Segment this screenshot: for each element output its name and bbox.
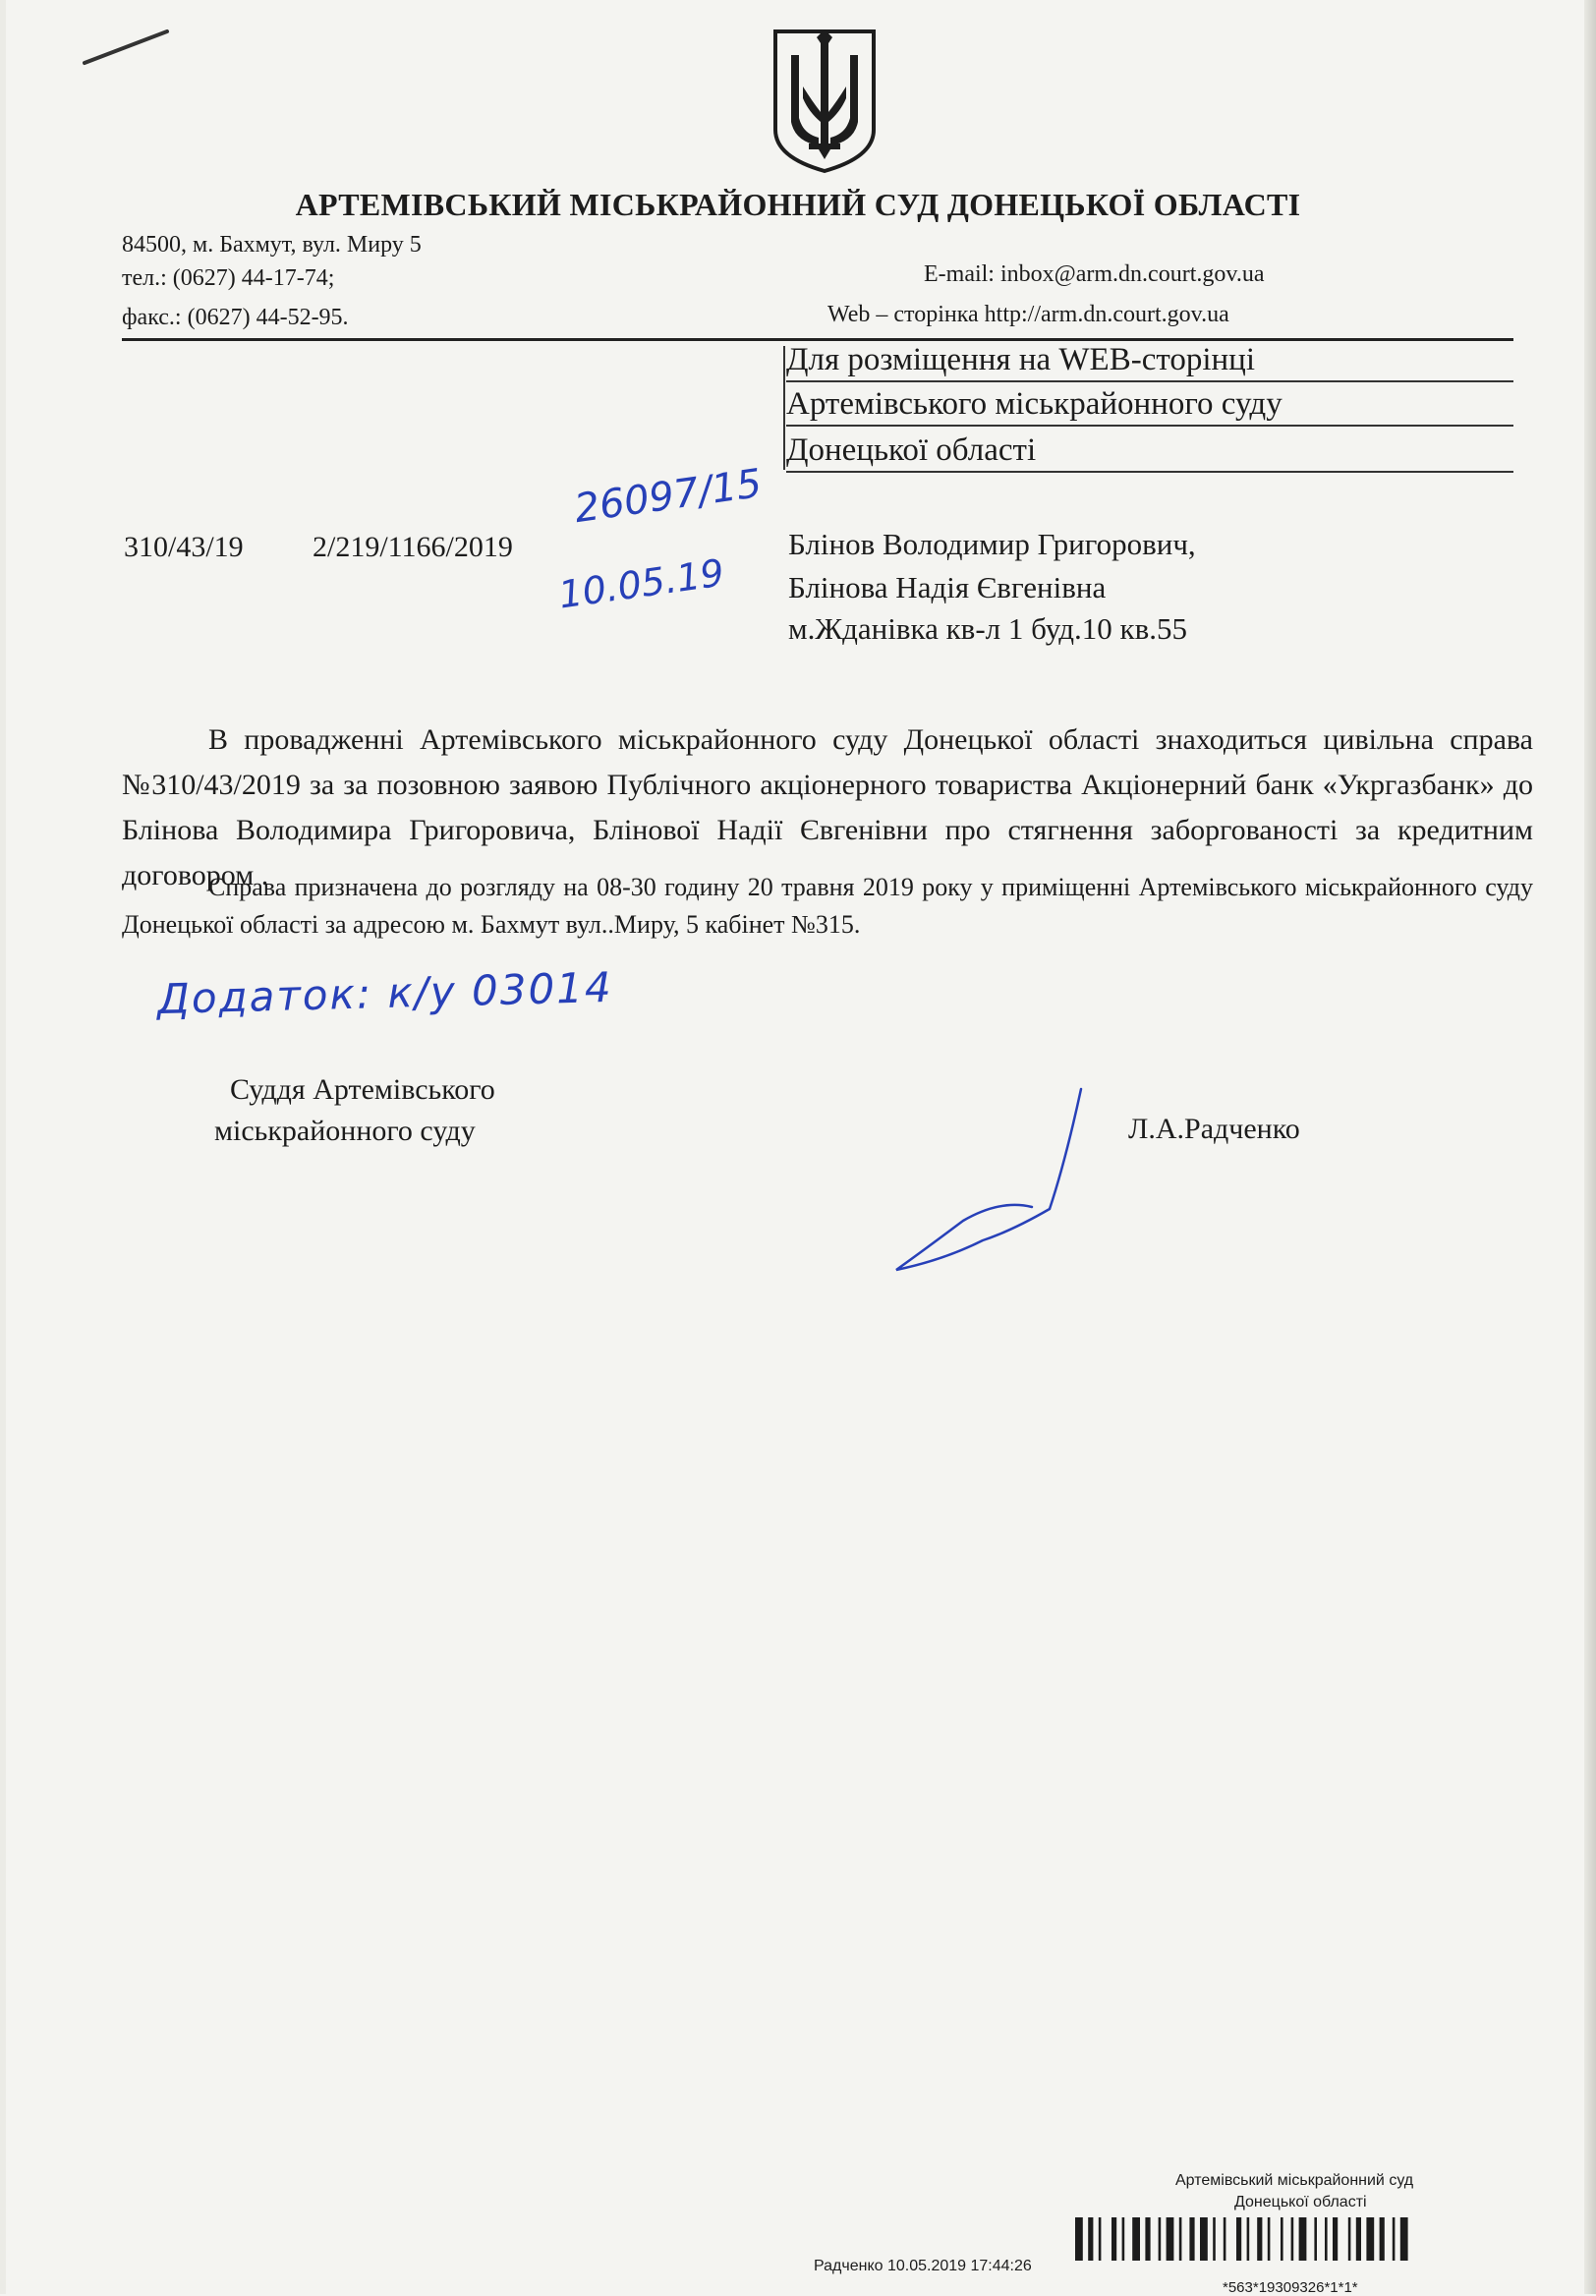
barcode-bar [1281,2217,1283,2261]
judge-title-line-1: Суддя Артемівського [230,1073,495,1106]
barcode-bar [1189,2217,1194,2261]
barcode-bar [1393,2217,1396,2261]
body-paragraph-2 [122,869,1533,944]
barcode-bar [1366,2217,1374,2261]
header-divider [122,338,1513,341]
barcode-bar [1356,2217,1361,2261]
ukraine-coat-of-arms-icon [770,28,880,175]
barcode-bar [1314,2217,1317,2261]
placement-bracket [783,346,785,470]
judge-name: Л.А.Радченко [1128,1113,1300,1145]
court-email: E-mail: inbox@arm.dn.court.gov.ua [924,261,1265,287]
court-website: Web – сторінка http://arm.dn.court.gov.ua [827,302,1229,327]
stamp-court-line-2: Донецької області [1234,2194,1367,2210]
placement-line-1: Для розміщення на WEB-сторінці [786,342,1513,382]
placement-line-3: Донецької області [786,432,1513,473]
barcode-bar [1224,2217,1226,2261]
body-paragraph-2-text: Справа призначена до розгляду на 08-30 годину 20 травня 2019 року у приміщенні Артемівського міськрайонного суду Донецької області за адресою м. Бахмут вул..Миру, 5 кабінет №315. [122,873,1533,939]
barcode-bar [1257,2217,1262,2261]
scan-edge-left [0,0,6,2294]
barcode-bar [1075,2217,1083,2261]
barcode-bar [1159,2217,1162,2261]
body-paragraph-1-text: В провадженні Артемівського міськрайонного суду Донецької області знаходиться цивільна справа №310/43/2019 за за позовною заявою Публічного акціонерного товариства Акціонерний банк «Укргазбанк» до Блінова Володимира Григоровича, Блінової Надії Євгенівни про стягнення заборгованості за кредитним договором . [122,723,1533,891]
pen-stroke-mark [83,28,171,67]
barcode-bar [1213,2217,1216,2261]
court-phone: тел.: (0627) 44-17-74; [122,265,335,291]
recipient-line-2: Блінова Надія Євгенівна [788,570,1107,604]
barcode-bar [1236,2217,1241,2261]
barcode-bar [1200,2217,1208,2261]
barcode-bar [1268,2217,1271,2261]
barcode-bar [1400,2217,1408,2261]
judge-title-line-2: міськрайонного суду [214,1115,476,1147]
handwritten-date: 10.05.19 [555,550,727,617]
case-number-2: 2/219/1166/2019 [313,531,513,563]
barcode-bar [1299,2217,1307,2261]
barcode-bar [1348,2217,1351,2261]
barcode-bar [1112,2217,1116,2261]
court-fax: факс.: (0627) 44-52-95. [122,305,349,330]
case-number-1: 310/43/19 [124,531,244,563]
recipient-address: м.Жданівка кв-л 1 буд.10 кв.55 [788,611,1187,646]
barcode-bar [1167,2217,1174,2261]
judge-signature [884,1083,1111,1280]
barcode-bar [1291,2217,1294,2261]
handwritten-registration-number: 26097/15 [571,460,765,533]
placement-line-2: Артемівського міськрайонного суду [786,386,1513,427]
stamp-court-line-1: Артемівський міськрайонний суд [1175,2172,1414,2189]
barcode-bar [1380,2217,1385,2261]
barcode-bar [1179,2217,1182,2261]
barcode-bar [1145,2217,1150,2261]
barcode-caption: *563*19309326*1*1* [1223,2279,1358,2296]
scan-edge-right [1584,0,1596,2294]
barcode-bar [1099,2217,1102,2261]
document-barcode [1075,2217,1551,2261]
stamp-signed-by: Радченко 10.05.2019 17:44:26 [814,2258,1032,2274]
handwritten-attachment-note: Додаток: к/у 03014 [156,962,614,1024]
recipient-line-1: Блінов Володимир Григорович, [788,527,1196,561]
barcode-bar [1333,2217,1338,2261]
barcode-bar [1247,2217,1250,2261]
barcode-bar [1325,2217,1328,2261]
barcode-bar [1132,2217,1140,2261]
court-name-heading: АРТЕМІВСЬКИЙ МІСЬКРАЙОННИЙ СУД ДОНЕЦЬКОЇ ОБЛАСТІ [295,187,1301,222]
barcode-bar [1122,2217,1125,2261]
court-address: 84500, м. Бахмут, вул. Миру 5 [122,232,422,258]
barcode-bar [1088,2217,1093,2261]
